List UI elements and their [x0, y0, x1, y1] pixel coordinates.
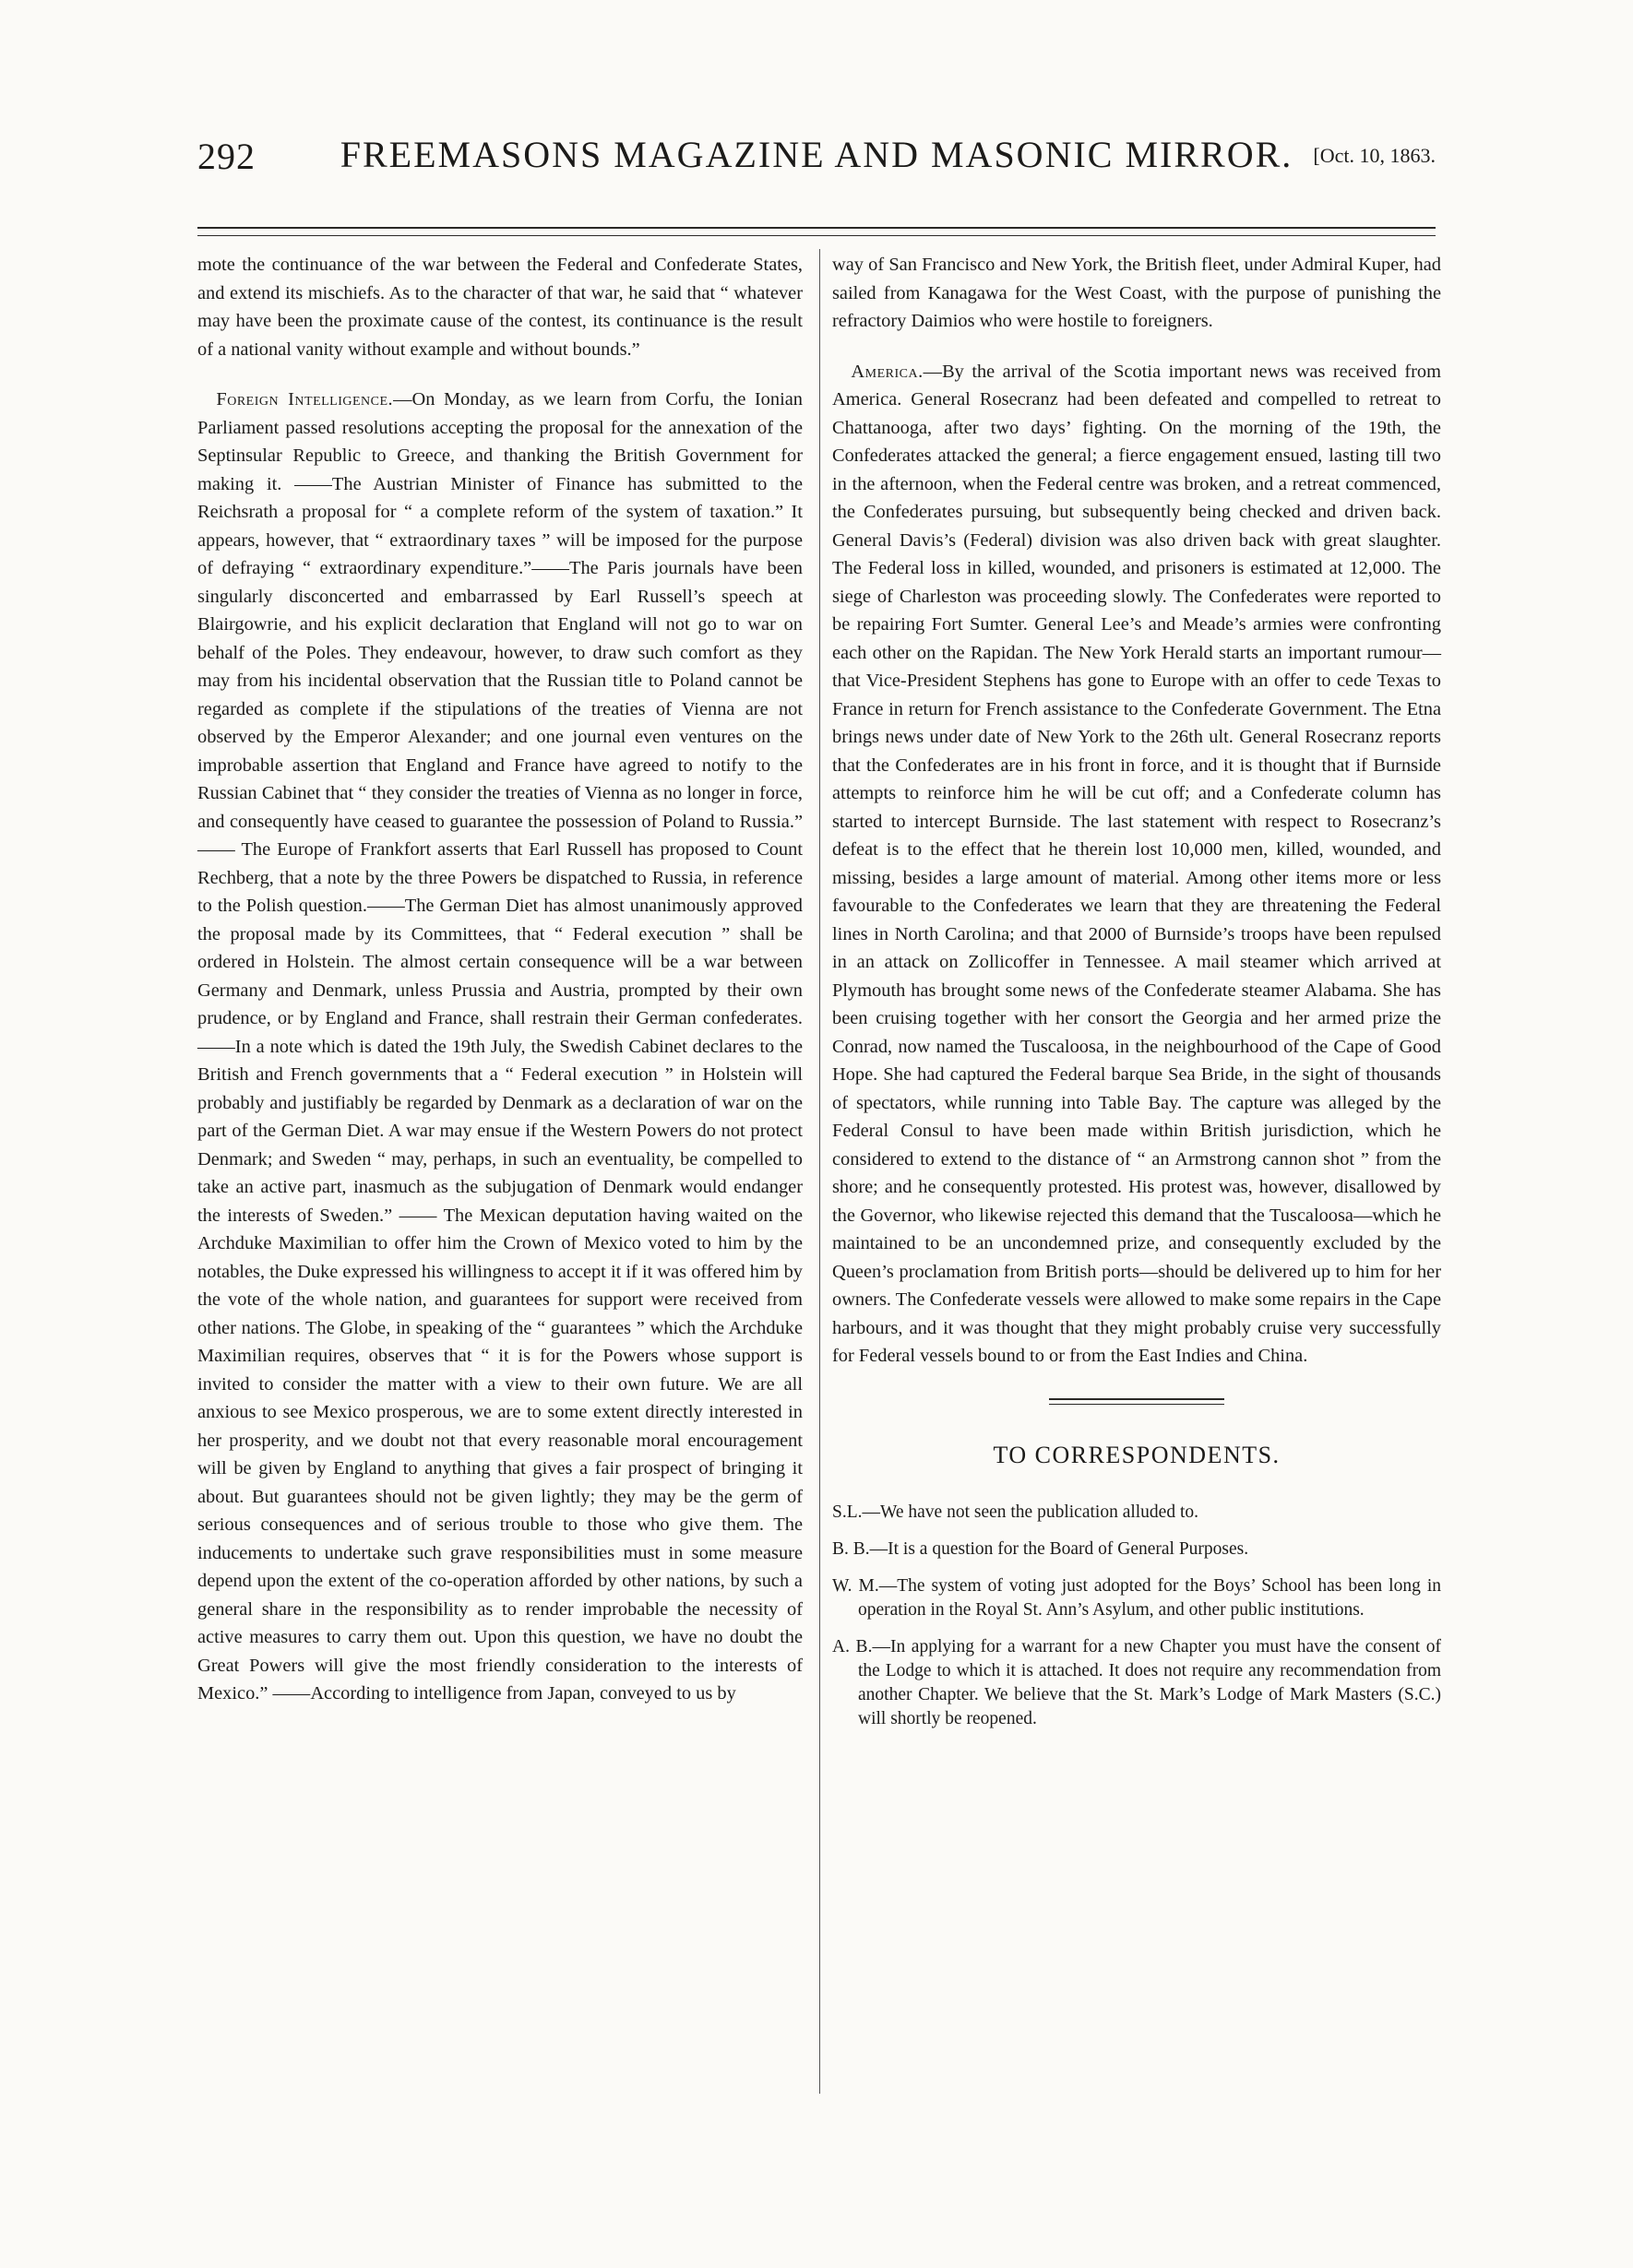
correspondents-list — [832, 1501, 1441, 1731]
correspondent-initials: A. B. — [832, 1637, 873, 1656]
page-number: 292 — [197, 136, 256, 177]
correspondent-entry — [832, 1574, 1441, 1622]
correspondent-initials: S.L. — [832, 1502, 863, 1522]
america-paragraph — [832, 358, 1441, 1371]
issue-date: [Oct. 10, 1863. — [1313, 144, 1436, 167]
correspondent-entry — [832, 1501, 1441, 1525]
correspondent-initials: W. M. — [832, 1576, 879, 1596]
america-body: —By the arrival of the Scotia important news was received from America. General Rosecranz had been defeated and compelled to retreat to Chattanooga, after two days’ fighting. On the morning of the 19th, the Confederates attacked the general; a fierce engagement ensued, lasting till two in the afternoon, when the Federal centre was broken, and a retreat commenced, the Confederates pursuing, but subsequently being checked and driven back. General Davis’s (Federal) division was also driven back with great slaughter. The Federal loss in killed, wounded, and prisoners is estimated at 12,000. The siege of Charleston was proceeding slowly. The Confederates were reported to be repairing Fort Sumter. General Lee’s and Meade’s armies were confronting each other on the Rapidan. The New York Herald starts an important rumour—that Vice-President Stephens has gone to Europe with an offer to cede Texas to France in return for French assistance to the Confederate Government. The Etna brings news under date of New York to the 26th ult. General Rosecranz reports that the Confederates are in his front in force, and it is thought that if Burnside attempts to reinforce him he will be cut off; and a Confederate column has started to intercept Burnside. The last statement with respect to Rosecranz’s defeat is to the effect that he therein lost 10,000 men, killed, wounded, and missing, besides a large amount of material. Among other items more or less favourable to the Confederates we learn that they are threatening the Federal lines in North Carolina; and that 2000 of Burnside’s troops have been repulsed in an attack on Zollicoffer in Tennessee. A mail steamer which arrived at Plymouth has brought some news of the Confederate steamer Alabama. She has been cruising together with her consort the Georgia and her armed prize the Conrad, now named the Tuscaloosa, in the neighbourhood of the Cape of Good Hope. She had captured the Federal barque Sea Bride, in the sight of thousands of spectators, while running into Table Bay. The capture was alleged by the Federal Consul to have been made within British jurisdiction, which he considered to extend to the distance of “ an Armstrong cannon shot ” from the shore; and he consequently protested. His protest was, however, disallowed by the Governor, who likewise rejected this demand that the Tuscaloosa—which he maintained to be an uncondemned prize, and consequently excluded by the Queen’s proclamation from British ports—should be delivered up to him for her owners. The Confederate vessels were allowed to make some repairs in the Cape harbours, and it was thought that they might probably cruise very successfully for Federal vessels bound to or from the East Indies and China. — [832, 361, 1441, 1366]
column-divider — [819, 249, 820, 2094]
foreign-intelligence-body: —On Monday, as we learn from Corfu, the Ionian Parliament passed resolutions accepting the proposal for the annexation of the Septinsular Republic to Greece, and thanking the British Government for making it. ——The Austrian Minister of Finance has submitted to the Reichsrath a proposal for “ a complete reform of the system of taxation.” It appears, however, that “ extraordinary taxes ” will be imposed for the purpose of defraying “ extraordinary expenditure.”——The Paris journals have been singularly disconcerted and embarrassed by Earl Russell’s speech at Blairgowrie, and his explicit declaration that England will not go to war on behalf of the Poles. They endeavour, however, to draw such comfort as they may from his incidental observation that the Russian title to Poland cannot be regarded as complete if the stipulations of the treaties of Vienna are not observed by the Emperor Alexander; and one journal even ventures on the improbable assertion that England and France have agreed to notify to the Russian Cabinet that “ they consider the treaties of Vienna as no longer in force, and consequently have ceased to guarantee the possession of Poland to Russia.” —— The Europe of Frankfort asserts that Earl Russell has proposed to Count Rechberg, that a note by the three Powers be dispatched to Russia, in reference to the Polish question.——The German Diet has almost unanimously approved the proposal made by its Committees, that “ Federal execution ” shall be ordered in Holstein. The almost certain consequence will be a war between Germany and Denmark, unless Prussia and Austria, prompted by their own prudence, or by England and France, shall restrain their German confederates.——In a note which is dated the 19th July, the Swedish Cabinet declares to the British and French governments that a “ Federal execution ” in Holstein will probably and justifiably be regarded by Denmark as a declaration of war on the part of the German Diet. A war may ensue if the Western Powers do not protect Denmark; and Sweden “ may, perhaps, in such an eventuality, be compelled to take an active part, inasmuch as the subjugation of Denmark would endanger the interests of Sweden.” —— The Mexican deputation having waited on the Archduke Maximilian to offer him the Crown of Mexico voted to him by the notables, the Duke expressed his willingness to accept it if it was offered him by the vote of the whole nation, and guarantees for support were received from other nations. The Globe, in speaking of the “ guarantees ” which the Archduke Maximilian requires, observes that “ it is for the Powers whose support is invited to consider the matter with a view to their own future. We are all anxious to see Mexico prosperous, we are to some extent directly interested in her prosperity, and we doubt not that every reasonable moral encouragement will be given by England to anything that gives a fair prospect of bringing it about. But guarantees should not be given lightly; they may be the germ of serious consequences and of serious trouble to those who give them. The inducements to undertake such grave responsibilities must in some measure depend upon the extent of the co-operation afforded by other nations, by such a general share in the responsibility as to render improbable the necessity of active measures to carry them out. Upon this question, we have no doubt the Great Powers will give the most friendly consideration to the interests of Mexico.” ——According to intelligence from Japan, conveyed to us by — [197, 389, 803, 1704]
continued-paragraph-right: way of San Francisco and New York, the British fleet, under Admiral Kuper, had sailed from Kanagawa for the West Coast, with the purpose of punishing the refractory Daimios who were hostile to foreigners. — [832, 255, 1441, 331]
correspondent-reply: —The system of voting just adopted for the Boys’ School has been long in operation in the Royal St. Ann’s Asylum, and other public institutions. — [858, 1576, 1441, 1620]
section-heading-america: America. — [851, 361, 924, 382]
foreign-intelligence-paragraph — [197, 386, 803, 1708]
correspondent-initials: B. B. — [832, 1539, 870, 1559]
correspondents-heading: TO CORRESPONDENTS. — [993, 1441, 1281, 1468]
correspondent-reply: —We have not seen the publication alluded to. — [862, 1502, 1199, 1522]
header-rule-thin — [197, 235, 1436, 236]
section-heading-foreign: Foreign Intelligence. — [216, 389, 394, 410]
correspondent-reply: —It is a question for the Board of General Purposes. — [869, 1539, 1249, 1559]
correspondent-entry — [832, 1538, 1441, 1561]
correspondent-entry — [832, 1635, 1441, 1731]
correspondent-reply: —In applying for a warrant for a new Chapter you must have the consent of the Lodge to which it is attached. It does not require any recommendation from another Chapter. We believe that the St. Mark’s Lodge of Mark Masters (S.C.) will shortly be reopened. — [858, 1637, 1442, 1728]
header-rule — [197, 227, 1436, 229]
magazine-title: FREEMASONS MAGAZINE AND MASONIC MIRROR. — [340, 134, 1293, 175]
section-divider — [1049, 1398, 1224, 1405]
right-column — [832, 251, 1441, 1744]
left-column — [197, 251, 803, 1708]
continued-paragraph: mote the continuance of the war between the Federal and Confederate States, and extend its mischiefs. As to the character of that war, he said that “ whatever may have been the proximate cause of the contest, its continuance is the result of a national vanity without example and without bounds.” — [197, 255, 803, 360]
page-header — [197, 127, 1436, 183]
